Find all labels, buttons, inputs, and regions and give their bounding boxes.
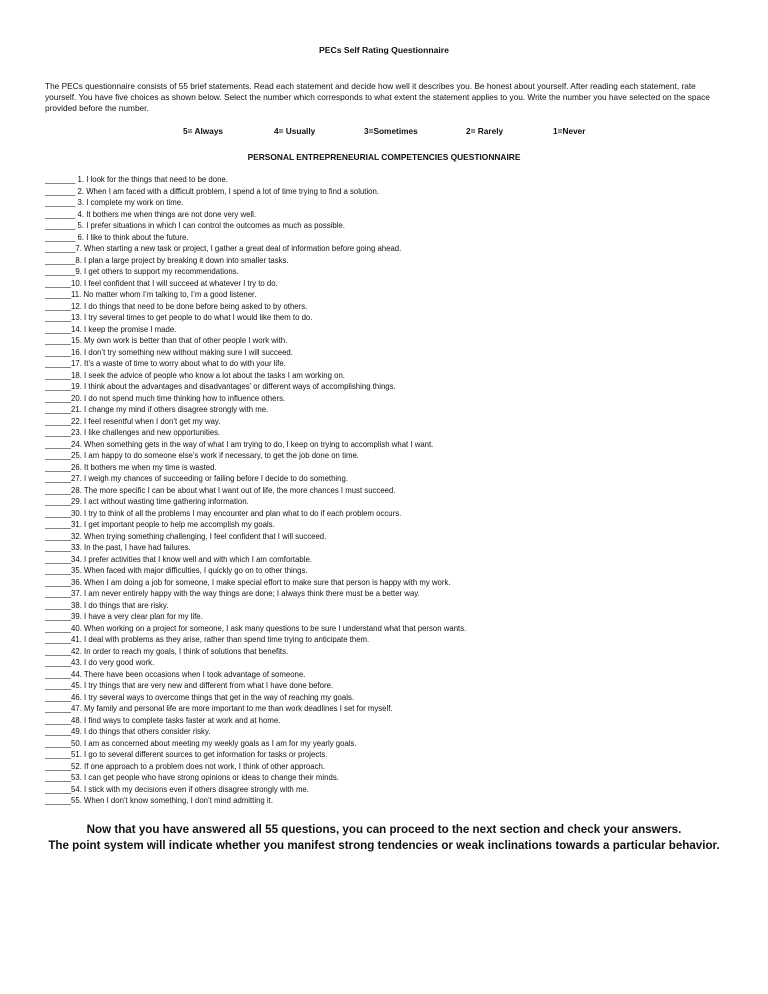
statement-item [45,266,745,278]
answer-blank[interactable]: ______ [45,359,72,368]
answer-blank[interactable]: ______ [45,439,72,449]
answer-blank[interactable]: ______ [45,451,72,460]
statement-text: 3. I complete my work on time. [75,198,184,207]
answer-blank[interactable]: _______ [45,186,76,196]
answer-blank[interactable]: ______ [45,715,72,725]
statement-text: 32. When trying something challenging, I feel confident that I will succeed. [71,531,327,541]
closing-line-1: Now that you have answered all 55 questions, you can proceed to the next section and check your answers. [86,823,682,836]
statement-text: 33. In the past, I have had failures. [71,543,191,552]
statement-text: 16. I don’t try something new without making sure I will succeed. [71,347,293,357]
statement-item [45,554,745,566]
scale-usually: 4= Usually [274,126,316,136]
answer-blank[interactable]: ______ [45,370,72,380]
intro-paragraph: The PECs questionnaire consists of 55 brief statements. Read each statement and decide how well it describes you. Be honest about yourself. After reading each statement, rate yourself. You have five choices as shown below. Select the number which corresponds to what extent the statement applies to you. Write the number you have selected on the space provided before the number. [45,81,710,113]
statement-text: 13. I try several times to get people to do what I would like them to do. [71,313,313,322]
statement-text: 43. I do very good work. [71,658,155,667]
answer-blank[interactable]: ______ [45,600,72,610]
answer-blank[interactable]: ______ [45,520,72,529]
answer-blank[interactable]: _______ [45,198,76,207]
statement-text: 8. I plan a large project by breaking it down into smaller tasks. [75,255,289,265]
statement-item [45,416,745,428]
statement-text: 17. It’s a waste of time to worry about what to do with your life. [71,359,286,368]
answer-blank[interactable]: ______ [45,761,72,771]
answer-blank[interactable]: _______ [45,244,76,253]
statement-item [45,393,745,405]
answer-blank[interactable]: ______ [45,405,72,414]
answer-blank[interactable]: ______ [45,462,72,472]
statement-text: 49. I do things that others consider risky. [71,727,211,736]
statement-text: 51. I go to several different sources to get information for tasks or projects. [71,750,328,759]
answer-blank[interactable]: ______ [45,508,72,518]
answer-blank[interactable]: ______ [45,773,72,782]
statement-item [45,209,745,221]
answer-blank[interactable]: ______ [45,738,72,748]
statement-text: 27. I weigh my chances of succeeding or failing before I decide to do something. [71,474,348,483]
statement-item [45,220,745,232]
answer-blank[interactable]: ______ [45,313,72,322]
statement-item [45,519,745,531]
statement-item [45,450,745,462]
statement-text: 34. I prefer activities that I know well and with which I am comfortable. [71,554,312,564]
statement-text: 38. I do things that are risky. [71,600,169,610]
answer-blank[interactable]: ______ [45,612,72,621]
statement-item [45,784,745,796]
answer-blank[interactable]: ______ [45,336,72,345]
statement-item [45,324,745,336]
statement-item [45,795,745,807]
statement-item [45,634,745,646]
statement-text: 2. When I am faced with a difficult problem, I spend a lot of time trying to find a solution. [75,186,380,196]
statement-text: 29. I act without wasting time gathering information. [71,497,249,506]
questionnaire-heading: PERSONAL ENTREPRENEURIAL COMPETENCIES QUESTIONNAIRE [247,152,521,162]
answer-blank[interactable]: ______ [45,635,72,644]
statement-item [45,542,745,554]
statement-text: 46. I try several ways to overcome things that get in the way of reaching my goals. [71,692,355,702]
statement-text: 36. When I am doing a job for someone, I make special effort to make sure that person is happy with my work. [71,577,451,587]
statement-text: 35. When faced with major difficulties, I quickly go on to other things. [71,566,308,575]
answer-blank[interactable]: ______ [45,543,72,552]
statement-item [45,370,745,382]
answer-blank[interactable]: _______ [45,175,76,184]
answer-blank[interactable]: ______ [45,796,72,805]
statement-item [45,761,745,773]
statement-text: 21. I change my mind if others disagree strongly with me. [71,405,269,414]
answer-blank[interactable]: ______ [45,531,72,541]
answer-blank[interactable]: ______ [45,393,72,403]
statement-text: 37. I am never entirely happy with the way things are done; I always think there must be a better way. [71,589,420,598]
scale-always: 5= Always [183,126,224,136]
statement-text: 22. I feel resentful when I don’t get my way. [71,416,221,426]
statement-item [45,508,745,520]
statement-item [45,427,745,439]
statement-text: 7. When starting a new task or project, I gather a great deal of information before going ahead. [75,244,402,253]
statement-text: 54. I stick with my decisions even if others disagree strongly with me. [71,784,309,794]
answer-blank[interactable]: ______ [45,278,72,288]
statement-item [45,623,745,635]
statement-text: 11. No matter whom I’m talking to, I’m a good listener. [71,290,257,299]
statement-item [45,577,745,589]
answer-blank[interactable]: ______ [45,301,72,311]
answer-blank[interactable]: ______ [45,704,72,713]
statement-item [45,669,745,681]
statement-item [45,358,745,370]
statement-item [45,715,745,727]
statement-text: 42. In order to reach my goals, I think of solutions that benefits. [71,646,289,656]
statement-text: 44. There have been occasions when I took advantage of someone. [71,669,306,679]
statement-item [45,243,745,255]
statement-item [45,197,745,209]
statement-item [45,439,745,451]
answer-blank[interactable]: ______ [45,382,72,391]
answer-blank[interactable]: _______ [45,221,76,230]
answer-blank[interactable]: ______ [45,347,72,357]
answer-blank[interactable]: ______ [45,428,72,437]
answer-blank[interactable]: ______ [45,784,72,794]
statement-item [45,588,745,600]
answer-blank[interactable]: ______ [45,474,72,483]
statement-item [45,186,745,198]
statement-text: 52. If one approach to a problem does not work, I think of other approach. [71,761,326,771]
statement-text: 45. I try things that are very new and different from what I have done before. [71,681,334,690]
answer-blank[interactable]: ______ [45,623,72,633]
statement-item [45,749,745,761]
statement-text: 39. I have a very clear plan for my life. [71,612,203,621]
statement-text: 50. I am as concerned about meeting my weekly goals as I am for my yearly goals. [71,738,357,748]
statement-item [45,680,745,692]
statement-item [45,485,745,497]
closing-note [0,822,768,853]
answer-blank[interactable]: ______ [45,416,72,426]
answer-blank[interactable]: ______ [45,324,72,334]
statement-text: 47. My family and personal life are more important to me than work deadlines I set for myself. [71,704,393,713]
statement-item [45,381,745,393]
answer-blank[interactable]: ______ [45,554,72,564]
statement-text: 48. I find ways to complete tasks faster at work and at home. [71,715,281,725]
answer-blank[interactable]: ______ [45,290,72,299]
scale-rarely: 2= Rarely [466,126,504,136]
statement-text: 25. I am happy to do someone else’s work if necessary, to get the job done on time. [71,451,359,460]
statement-text: 6. I like to think about the future. [75,232,189,242]
statement-text: 4. It bothers me when things are not done very well. [75,209,257,219]
statement-text: 9. I get others to support my recommendations. [75,267,239,276]
statement-item [45,772,745,784]
answer-blank[interactable]: _______ [45,209,76,219]
statement-text: 28. The more specific I can be about what I want out of life, the more chances I must succeed. [71,485,396,495]
statement-text: 1. I look for the things that need to be done. [75,175,228,184]
statement-item [45,278,745,290]
statement-item [45,255,745,267]
statement-text: 12. I do things that need to be done before being asked to by others. [71,301,308,311]
answer-blank[interactable]: ______ [45,750,72,759]
statement-text: 31. I get important people to help me accomplish my goals. [71,520,275,529]
statement-item [45,646,745,658]
scale-sometimes: 3=Sometimes [364,126,418,136]
statement-item [45,462,745,474]
statement-item [45,657,745,669]
answer-blank[interactable]: ______ [45,485,72,495]
answer-blank[interactable]: ______ [45,692,72,702]
statement-text: 19. I think about the advantages and disadvantages’ or different ways of accomplishing things. [71,382,396,391]
statement-text: 15. My own work is better than that of other people I work with. [71,336,288,345]
answer-blank[interactable]: _______ [45,267,76,276]
statement-item [45,347,745,359]
answer-blank[interactable]: ______ [45,497,72,506]
statement-text: 10. I feel confident that I will succeed at whatever I try to do. [71,278,278,288]
answer-blank[interactable]: ______ [45,681,72,690]
statement-item [45,600,745,612]
statement-text: 18. I seek the advice of people who know a lot about the tasks I am working on. [71,370,345,380]
statement-item [45,611,745,623]
answer-blank[interactable]: ______ [45,646,72,656]
document-title: PECs Self Rating Questionnaire [319,45,449,55]
answer-blank[interactable]: ______ [45,727,72,736]
closing-line-2: The point system will indicate whether you manifest strong tendencies or weak inclinations towards a particular behavior. [48,838,720,852]
statement-text: 40. When working on a project for someone, I ask many questions to be sure I understand what that person wants. [71,623,467,633]
statement-list [45,174,745,807]
statement-item [45,692,745,704]
statement-text: 53. I can get people who have strong opinions or ideas to change their minds. [71,773,339,782]
answer-blank[interactable]: ______ [45,658,72,667]
statement-text: 24. When something gets in the way of what I am trying to do, I keep on trying to accomplish what I want. [71,439,434,449]
answer-blank[interactable]: ______ [45,589,72,598]
statement-item [45,703,745,715]
answer-blank[interactable]: _______ [45,232,76,242]
statement-item [45,335,745,347]
statement-text: 26. It bothers me when my time is wasted. [71,462,217,472]
statement-text: 14. I keep the promise I made. [71,324,177,334]
answer-blank[interactable]: _______ [45,255,76,265]
statement-item [45,289,745,301]
statement-text: 23. I like challenges and new opportunities. [71,428,221,437]
answer-blank[interactable]: ______ [45,566,72,575]
statement-item [45,312,745,324]
statement-item [45,565,745,577]
statement-item [45,738,745,750]
statement-item [45,531,745,543]
answer-blank[interactable]: ______ [45,669,72,679]
statement-item [45,726,745,738]
statement-item [45,496,745,508]
statement-item [45,301,745,313]
answer-blank[interactable]: ______ [45,577,72,587]
statement-item [45,232,745,244]
statement-text: 5. I prefer situations in which I can control the outcomes as much as possible. [75,221,345,230]
statement-text: 41. I deal with problems as they arise, rather than spend time trying to anticipate them. [71,635,370,644]
statement-text: 55. When I don’t know something, I don’t mind admitting it. [71,796,273,805]
statement-item [45,174,745,186]
statement-item [45,404,745,416]
scale-never: 1=Never [553,126,586,136]
statement-text: 30. I try to think of all the problems I may encounter and plan what to do if each problem occurs. [71,508,402,518]
statement-text: 20. I do not spend much time thinking how to influence others. [71,393,286,403]
statement-item [45,473,745,485]
rating-scale [0,126,768,138]
